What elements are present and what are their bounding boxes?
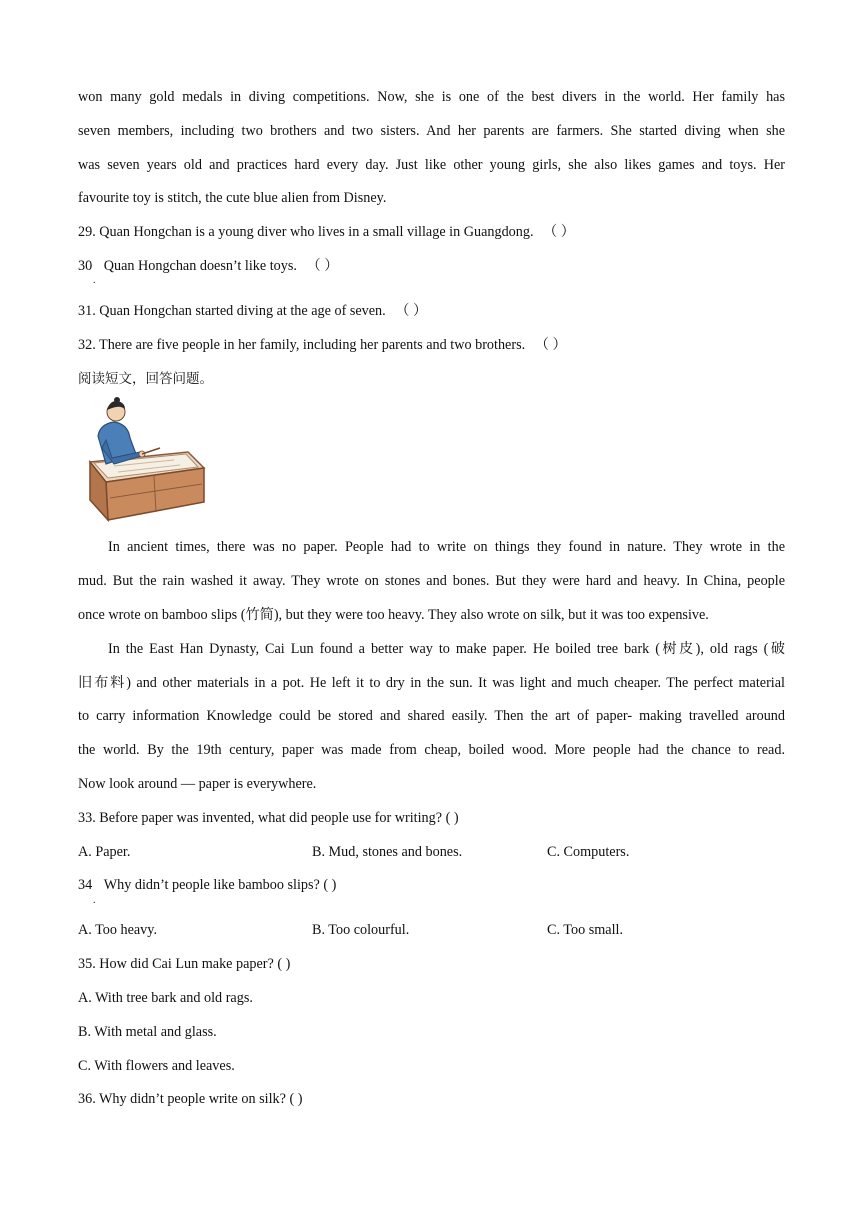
passage2-p2-line-1: In the East Han Dynasty, Cai Lun found a better way to make paper. He boiled tree bark (树皮), old rags (破 bbox=[108, 641, 785, 657]
question-31-blank: （ ） bbox=[395, 303, 428, 319]
passage2-p2-line-4: the world. By the 19th century, paper was made from cheap, boiled wood. More people had the chance to read. bbox=[78, 742, 785, 758]
passage2-p2-line-2: 旧布料) and other materials in a pot. He left it to dry in the sun. It was light and much cheaper. The perfect material bbox=[78, 675, 785, 691]
question-32-text: 32. There are five people in her family, including her parents and two brothers. bbox=[78, 337, 526, 353]
question-29-blank: （ ） bbox=[543, 224, 575, 240]
question-31-text: 31. Quan Hongchan started diving at the age of seven. bbox=[78, 303, 386, 319]
question-33: 33. Before paper was invented, what did people use for writing? ( ) bbox=[78, 810, 459, 826]
question-31 bbox=[78, 302, 785, 320]
reading-instruction: 阅读短文，回答问题。 bbox=[78, 371, 213, 387]
question-35: 35. How did Cai Lun make paper? ( ) bbox=[78, 956, 291, 972]
question-35-option-a: A. With tree bark and old rags. bbox=[78, 990, 253, 1006]
passage2-p2-line-3: to carry information Knowledge could be stored and shared easily. Then the art of paper- making travelled around bbox=[78, 708, 785, 724]
passage1-line-1: won many gold medals in diving competitions. Now, she is one of the best divers in the world. Her family has bbox=[78, 89, 785, 105]
question-34-option-c: C. Too small. bbox=[547, 922, 623, 938]
passage2-p1-line-2: mud. But the rain washed it away. They wrote on stones and bones. But they were hard and heavy. In China, people bbox=[78, 573, 785, 589]
question-30-dot: . bbox=[93, 275, 96, 286]
question-33-option-a: A. Paper. bbox=[78, 844, 131, 860]
question-35-option-c: C. With flowers and leaves. bbox=[78, 1058, 235, 1074]
passage2-p1-line-1: In ancient times, there was no paper. People had to write on things they found in nature. They wrote in the bbox=[108, 539, 785, 555]
question-33-option-c: C. Computers. bbox=[547, 844, 630, 860]
question-33-option-b: B. Mud, stones and bones. bbox=[312, 844, 463, 860]
question-32-blank: （ ） bbox=[534, 337, 567, 353]
question-30-number: 30 bbox=[78, 258, 93, 274]
question-34-text: Why didn’t people like bamboo slips? ( ) bbox=[103, 877, 337, 893]
passage1-line-3: was seven years old and practices hard every day. Just like other young girls, she also likes games and toys. Her bbox=[78, 157, 785, 173]
question-30-text: Quan Hongchan doesn’t like toys. bbox=[103, 258, 297, 274]
question-30 bbox=[78, 257, 785, 275]
question-29-text: 29. Quan Hongchan is a young diver who lives in a small village in Guangdong. bbox=[78, 224, 534, 240]
passage2-p2-line-5: Now look around — paper is everywhere. bbox=[78, 776, 317, 792]
question-34 bbox=[78, 876, 785, 894]
question-35-option-b: B. With metal and glass. bbox=[78, 1024, 217, 1040]
passage1-line-4: favourite toy is stitch, the cute blue alien from Disney. bbox=[78, 190, 387, 206]
passage1-line-2: seven members, including two brothers and two sisters. And her parents are farmers. She started diving when she bbox=[78, 123, 785, 139]
question-29 bbox=[78, 223, 785, 241]
passage2-p1-line-3: once wrote on bamboo slips (竹简), but they were too heavy. They also wrote on silk, but it was too expensive. bbox=[78, 607, 709, 623]
question-34-option-a: A. Too heavy. bbox=[78, 922, 157, 938]
question-32 bbox=[78, 336, 785, 354]
person-writing-on-paper-frame-illustration bbox=[84, 396, 208, 524]
question-34-option-b: B. Too colourful. bbox=[312, 922, 410, 938]
question-34-number: 34 bbox=[78, 877, 93, 893]
question-34-dot: . bbox=[93, 895, 96, 906]
question-30-blank: （ ） bbox=[306, 258, 339, 274]
question-36: 36. Why didn’t people write on silk? ( ) bbox=[78, 1091, 303, 1107]
